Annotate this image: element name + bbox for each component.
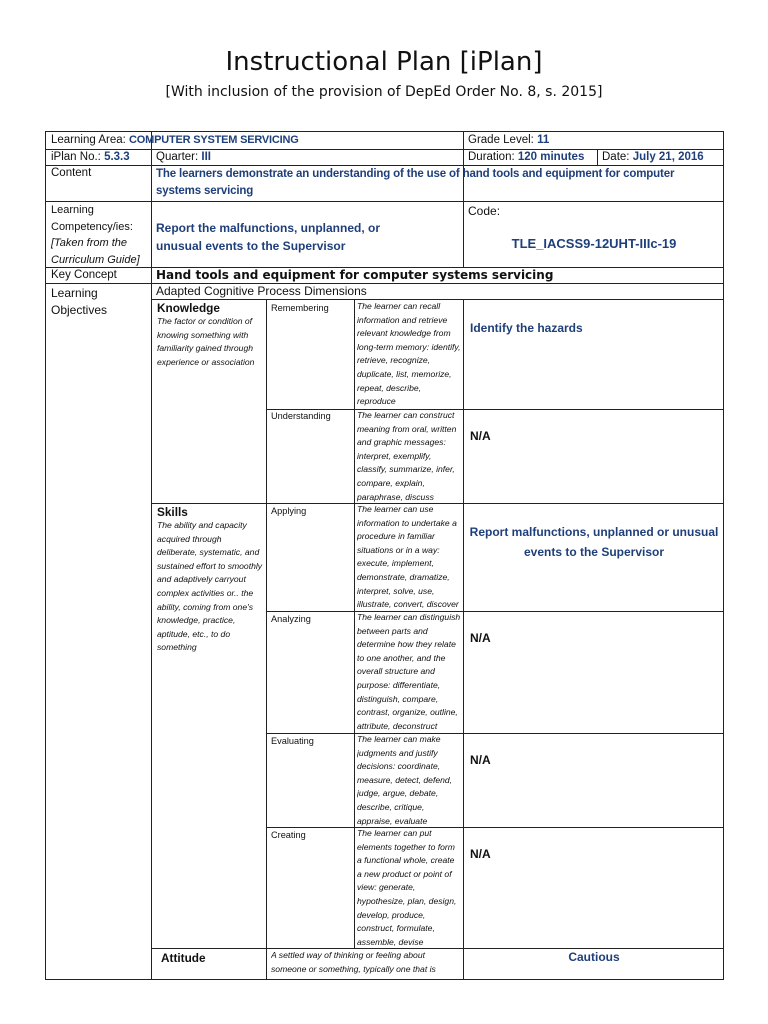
- objectives-label-line2: Objectives: [51, 303, 108, 317]
- competency-note: [Taken from the Curriculum Guide]: [51, 237, 140, 266]
- row-divider: [266, 827, 724, 828]
- creating-objective: N/A: [470, 847, 491, 861]
- content-value: The learners demonstrate an understanding of the use of hand tools and equipment for computer systems servicing: [156, 168, 675, 197]
- understanding-desc: The learner can construct meaning from oral, written and graphic messages: interpret, exemplify, classify, summarize, infer, compare, explain, paraphrase, discuss: [357, 410, 457, 502]
- grade-level-value: 11: [537, 134, 550, 146]
- objectives-label-cell: [46, 284, 151, 324]
- date-cell: [597, 149, 724, 165]
- level-understanding: Understanding: [271, 411, 331, 421]
- competency-label-line1: Learning: [51, 204, 94, 216]
- learning-area-value: COMPUTER SYSTEM SERVICING: [129, 134, 299, 146]
- evaluating-desc: The learner can make judgments and justify decisions: coordinate, measure, detect, defend, judge, argue, debate, describe, critique, appraise, evaluate: [357, 734, 453, 826]
- competency-label-cell: [46, 201, 151, 267]
- attitude-desc: A settled way of thinking or feeling about someone or something, typically one that is: [271, 950, 436, 974]
- knowledge-desc: The factor or condition of knowing something with familiarity gained through experience or association: [157, 316, 255, 367]
- level-evaluating: Evaluating: [271, 736, 314, 746]
- key-concept-value: Hand tools and equipment for computer systems servicing: [156, 268, 554, 282]
- quarter-label: Quarter:: [156, 151, 199, 163]
- date-label: Date:: [602, 151, 630, 163]
- knowledge-title: Knowledge: [157, 301, 220, 315]
- code-label: Code:: [468, 204, 501, 218]
- row-divider: [266, 611, 724, 612]
- level-analyzing: Analyzing: [271, 614, 311, 624]
- learning-area-label: Learning Area:: [51, 134, 126, 146]
- attitude-objective: Cautious: [568, 950, 620, 964]
- duration-label: Duration:: [468, 151, 515, 163]
- content-label: Content: [51, 167, 92, 179]
- remembering-objective: Identify the hazards: [470, 321, 583, 335]
- duration-value: 120 minutes: [517, 151, 585, 163]
- skills-domain-cell: [157, 505, 263, 665]
- col-divider: [463, 299, 464, 980]
- evaluating-objective: N/A: [470, 753, 491, 767]
- duration-cell: [463, 149, 597, 165]
- page-title: Instructional Plan [iPlan]: [225, 47, 543, 77]
- remembering-desc: The learner can recall information and retrieve relevant knowledge from long-term memory: identify, retrieve, recognize, duplicate, list, memorize, repeat, describe, reproduce: [357, 301, 461, 407]
- creating-desc: The learner can put elements together to form a functional whole, create a new product or point of view: generate, hypothesize, plan, design, develop, produce, construct, formulate, assemble, devise: [357, 828, 457, 947]
- code-value: TLE_IACSS9-12UHT-IIIc-19: [511, 236, 677, 251]
- iplan-no-value: 5.3.3: [104, 151, 130, 163]
- col-divider: [151, 283, 152, 980]
- grade-level-cell: [463, 132, 724, 149]
- competency-label-line2: Competency/ies:: [51, 220, 133, 233]
- col-divider: [354, 299, 355, 948]
- col-divider: [266, 299, 267, 980]
- iplan-no-label: iPlan No.:: [51, 151, 101, 163]
- dimensions-header: Adapted Cognitive Process Dimensions: [156, 284, 367, 298]
- skills-desc: The ability and capacity acquired through deliberate, systematic, and sustained effort to smoothly and adaptively carryout complex activities or.. the ability, coming from one's knowledge, practice, aptitude, etc., to do something: [157, 520, 263, 653]
- quarter-cell: [151, 149, 463, 165]
- quarter-value: III: [201, 151, 211, 163]
- row-divider: [266, 733, 724, 734]
- applying-desc: The learner can use information to undertake a procedure in familiar situations or in a way: execute, implement, demonstrate, dramatize, interpret, solve, use, illustrate, convert, discover: [357, 504, 459, 610]
- date-value: July 21, 2016: [632, 151, 704, 163]
- attitude-title: Attitude: [161, 951, 206, 965]
- applying-objective: Report malfunctions, unplanned or unusual events to the Supervisor: [469, 525, 719, 559]
- level-applying: Applying: [271, 506, 307, 516]
- level-remembering: Remembering: [271, 303, 329, 313]
- iplan-no-cell: [46, 149, 151, 165]
- learning-area-cell: [46, 132, 463, 149]
- objectives-label-line1: Learning: [51, 286, 98, 300]
- knowledge-domain-cell: [157, 301, 263, 401]
- key-concept-label: Key Concept: [51, 269, 117, 281]
- page-subtitle: [With inclusion of the provision of DepEd Order No. 8, s. 2015]: [165, 84, 603, 100]
- skills-title: Skills: [157, 505, 188, 519]
- level-creating: Creating: [271, 830, 306, 840]
- iplan-table: [45, 131, 724, 980]
- grade-level-label: Grade Level:: [468, 134, 534, 146]
- understanding-objective: N/A: [470, 429, 491, 443]
- analyzing-desc: The learner can distinguish between parts and determine how they relate to one another, and the overall structure and purpose: differentiate, distinguish, compare, contrast, organize, outline, attribute, deconstruct: [357, 612, 461, 731]
- competency-value: Report the malfunctions, unplanned, or unusual events to the Supervisor: [156, 221, 381, 253]
- analyzing-objective: N/A: [470, 631, 491, 645]
